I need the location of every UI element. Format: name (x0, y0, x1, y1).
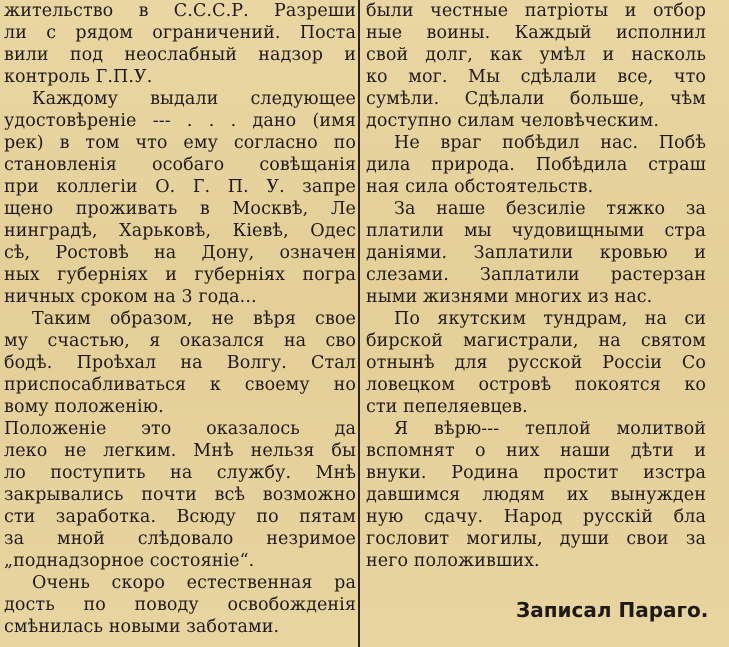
right-column-line: слезами. Заплатили растерзан (366, 265, 706, 285)
right-column-line: гословит могилы, души свои за (366, 529, 706, 549)
left-column-line: закрывались почти всѣ возможно (4, 485, 356, 505)
left-column-line: леко не легким. Мнѣ нельзя бы (4, 441, 356, 461)
right-column-line: отнынѣ для русской Россіи Со (366, 353, 706, 373)
left-column-line: вили под неослабный надзор и (4, 45, 356, 65)
right-column-line: платили мы чудовищными стра (366, 221, 706, 241)
right-column-line: доступно силам человѣческим. (366, 111, 659, 131)
right-column-line: давшимся людям их вынужден (366, 485, 706, 505)
left-column (4, 0, 356, 647)
right-column-line: сти пепеляевцев. (366, 397, 528, 417)
right-column-line: бирской магистрали, на святом (366, 331, 706, 351)
left-column-line: ничных сроком на 3 года... (4, 287, 257, 307)
left-column-line: бодѣ. Проѣхал на Волгу. Стал (4, 353, 356, 373)
left-column-line: за мной слѣдовало незримое (4, 529, 356, 549)
left-column-line: приспосабливаться к своему но (4, 375, 356, 395)
right-column-line: него положивших. (366, 551, 540, 571)
left-column-line: при коллегіи О. Г. П. У. запре (4, 177, 356, 197)
right-column-line: ную сдачу. Народ русскій бла (366, 507, 706, 527)
left-column-line: вому положенію. (4, 397, 164, 417)
right-column-line: свой долг, как умѣл и насколь (366, 45, 706, 65)
right-column (366, 0, 709, 647)
right-column-line: Не враг побѣдил нас. Побѣ (394, 133, 706, 153)
left-column-line: нинградѣ, Харьковѣ, Кіевѣ, Одес (4, 221, 356, 241)
left-column-line: „поднадзорное состояніе“. (4, 551, 255, 571)
right-column-line: ные воины. Каждый исполнил (366, 23, 706, 43)
left-column-line: удостовѣреніе --- . . . дано (имя (4, 111, 356, 131)
right-column-line: дила природа. Побѣдила страш (366, 155, 706, 175)
left-column-line: ли с рядом ограничений. Поста (4, 23, 356, 43)
left-column-line: рек) в том что ему согласно по (4, 133, 356, 153)
left-column-line: Таким образом, не вѣря свое (32, 309, 356, 329)
left-column-line: контроль Г.П.У. (4, 67, 153, 87)
right-column-line: были честные патріоты и отбор (366, 1, 706, 21)
right-column-line: ная сила обстоятельств. (366, 177, 594, 197)
left-column-line: Очень скоро естественная ра (32, 573, 356, 593)
right-column-line: Я вѣрю--- теплой молитвой (394, 419, 706, 439)
signature: Записал Параго. (516, 598, 709, 622)
right-column-line: вспомнят о них наши дѣти и (366, 441, 706, 461)
left-column-line: Положеніе это оказалось да (4, 419, 356, 439)
column-divider (358, 0, 360, 647)
right-column-line: ными жизнями многих из нас. (366, 287, 653, 307)
left-column-line: жительство в С.С.С.Р. Разреши (4, 1, 356, 21)
left-column-line: становленія особаго совѣщанія (4, 155, 356, 175)
left-column-line: ло поступить на службу. Мнѣ (4, 463, 356, 483)
left-column-line: щено проживать в Москвѣ, Ле (4, 199, 356, 219)
right-column-line: даніями. Заплатили кровью и (366, 243, 706, 263)
left-column-line: ных губерніях и губерніях погра (4, 265, 356, 285)
right-column-line: внуки. Родина простит изстра (366, 463, 706, 483)
left-column-line: Каждому выдали следующее (32, 89, 356, 109)
right-column-line: ловецком островѣ покоятся ко (366, 375, 706, 395)
left-column-line: сти заработка. Всюду по пятам (4, 507, 356, 527)
right-column-line: ко мог. Мы сдѣлали все, что (366, 67, 706, 87)
right-column-line: По якутским тундрам, на си (394, 309, 706, 329)
right-column-line: сумѣли. Сдѣлали больше, чѣм (366, 89, 706, 109)
left-column-line: дость по поводу освобожденія (4, 595, 356, 615)
left-column-line: му счастью, я оказался на сво (4, 331, 356, 351)
left-column-line: сѣ, Ростовѣ на Дону, означен (4, 243, 356, 263)
right-column-line: За наше безсиліе тяжко за (394, 199, 706, 219)
left-column-line: смѣнилась новыми заботами. (4, 617, 280, 637)
